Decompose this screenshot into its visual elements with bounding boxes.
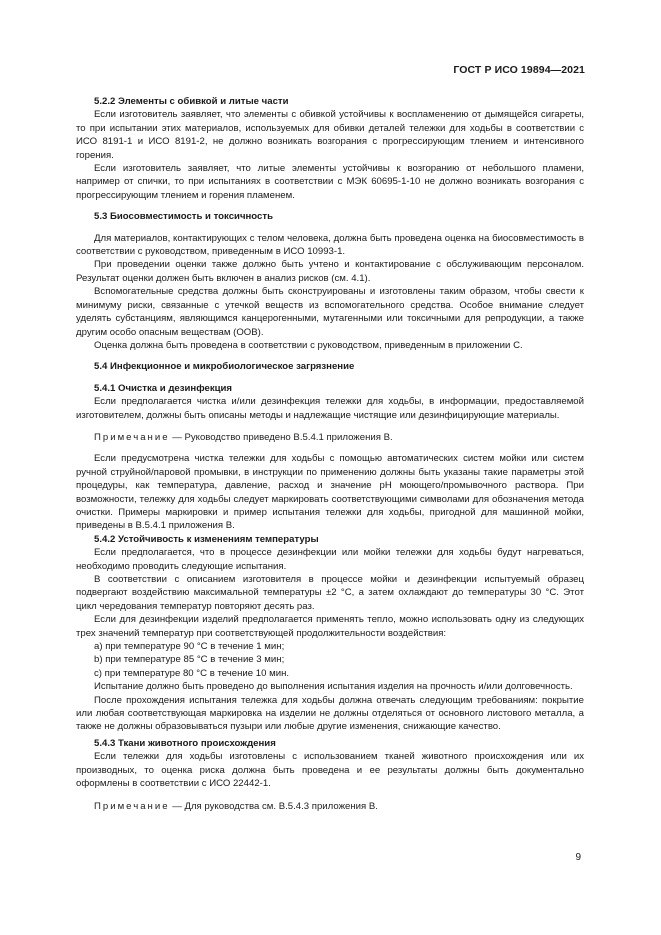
note: [76, 800, 584, 813]
note-text: — Для руководства см. В.5.4.3 приложения В.: [169, 800, 378, 812]
paragraph: Если изготовитель заявляет, что элементы с обивкой устойчивы к воспламенению от дымящейся сигареты, то при испытании этих материалов, используемых для обивки деталей тележки для ходьбы в соответствии с ИСО 8191-1 и ИСО 8191-2, не должно возникать возгорания с прогрессирующим тлением и интенсивного горения.: [76, 109, 584, 161]
note-label: Примечание: [94, 800, 170, 812]
section-5-2-2-title: 5.2.2 Элементы с обивкой и литые части: [94, 96, 289, 107]
section-5-4-1-title: 5.4.1 Очистка и дезинфекция: [94, 382, 233, 394]
list-item: с) при температуре 80 °С в течение 10 мин.: [94, 667, 290, 679]
note-label: Примечание: [94, 431, 170, 443]
paragraph: При проведении оценки также должно быть учтено и контактирование с обслуживающим персоналом. Результат оценки должен быть включен в анализ рисков (см. 4.1).: [76, 259, 584, 284]
paragraph: Если предполагается чистка и/или дезинфекция тележки для ходьбы, в информации, предоставляемой изготовителем, должны быть описаны методы и надлежащие чистящие или дезинфицирующие материалы.: [76, 396, 584, 421]
section-5-3-title: 5.3 Биосовместимость и токсичность: [94, 211, 273, 223]
paragraph: После прохождения испытания тележка для ходьбы должна отвечать следующим требованиям: покрытие или любая соответствующая маркировка на изделии не должны отделяться от основного листового металла, а также не должны образовываться пузыри или любые другие изменения, снижающие качество.: [76, 694, 584, 733]
paragraph: Вспомогательные средства должны быть сконструированы и изготовлены таким образом, чтобы свести к минимуму риски, связанные с утечкой веществ из вспомогательного средства. Особое внимание следует уделять субстанциям, являющимся канцерогенными, мутагенными или токсичными для репродукции, а также другим особо опасным веществам (ООВ).: [76, 286, 584, 338]
page-number: 9: [575, 852, 581, 863]
list-item: b) при температуре 85 °С в течение 3 мин;: [94, 654, 285, 666]
paragraph: Испытание должно быть проведено до выполнения испытания изделия на прочность и/или долговечность.: [94, 681, 573, 693]
paragraph: Если предполагается, что в процессе дезинфекции или мойки тележки для ходьбы будут нагреваться, необходимо проводить следующие испытания.: [76, 547, 584, 572]
standard-header: ГОСТ Р ИСО 19894—2021: [453, 64, 585, 76]
section-5-4-2-title: 5.4.2 Устойчивость к изменениям температуры: [94, 533, 319, 545]
note-text: — Руководство приведено В.5.4.1 приложения В.: [169, 431, 393, 443]
paragraph: Если изготовитель заявляет, что литые элементы устойчивы к возгоранию от небольшого пламени, например от спички, то при испытаниях в соответствии с МЭК 60695-1-10 не должно возникать возгорания с прогрессирующим тлением и горения пламенем.: [76, 163, 584, 201]
paragraph: В соответствии с описанием изготовителя в процессе мойки и дезинфекции испытуемый образец подвергают воздействию максимальной температуры ±2 °С, а затем охлаждают до температуры 30 °С. Этот цикл чередования температур повторяют десять раз.: [76, 574, 584, 612]
paragraph: Если для дезинфекции изделий предполагается применять тепло, можно использовать одну из следующих трех значений температур при соответствующей продолжительности воздействия:: [76, 614, 584, 639]
paragraph: Для материалов, контактирующих с телом человека, должна быть проведена оценка на биосовместимость в соответствии с руководством, приведенным в ИСО 10993-1.: [76, 232, 584, 258]
paragraph: Если предусмотрена чистка тележки для ходьбы с помощью автоматических систем мойки или систем ручной струйной/паровой промывки, в инструкции по применению должны быть указаны такие параметры этой процедуры, как температура, давление, расход и значение рН моющего/промывочного раствора. При возможности, тележку для ходьбы следует маркировать соответствующими символами для обозначения метода очистки. Примеры маркировки и пример испытания тележки для ходьбы, пригодной для машинной мойки, приведены в В.5.4.1 приложения В.: [76, 453, 584, 532]
section-5-4-title: 5.4 Инфекционное и микробиологическое загрязнение: [94, 361, 355, 373]
page-content: [76, 95, 584, 821]
section-5-4-3-title: 5.4.3 Ткани животного происхождения: [94, 737, 276, 749]
paragraph: Оценка должна быть проведена в соответствии с руководством, приведенным в приложении С.: [94, 339, 523, 351]
paragraph: Если тележки для ходьбы изготовлены с использованием тканей животного происхождения или их производных, то оценка риска должна быть проведена и ее результаты должны быть документально оформлены в соответствии с ИСО 22442-1.: [76, 751, 584, 790]
note: [76, 431, 584, 444]
list-item: а) при температуре 90 °С в течение 1 мин;: [94, 641, 285, 653]
